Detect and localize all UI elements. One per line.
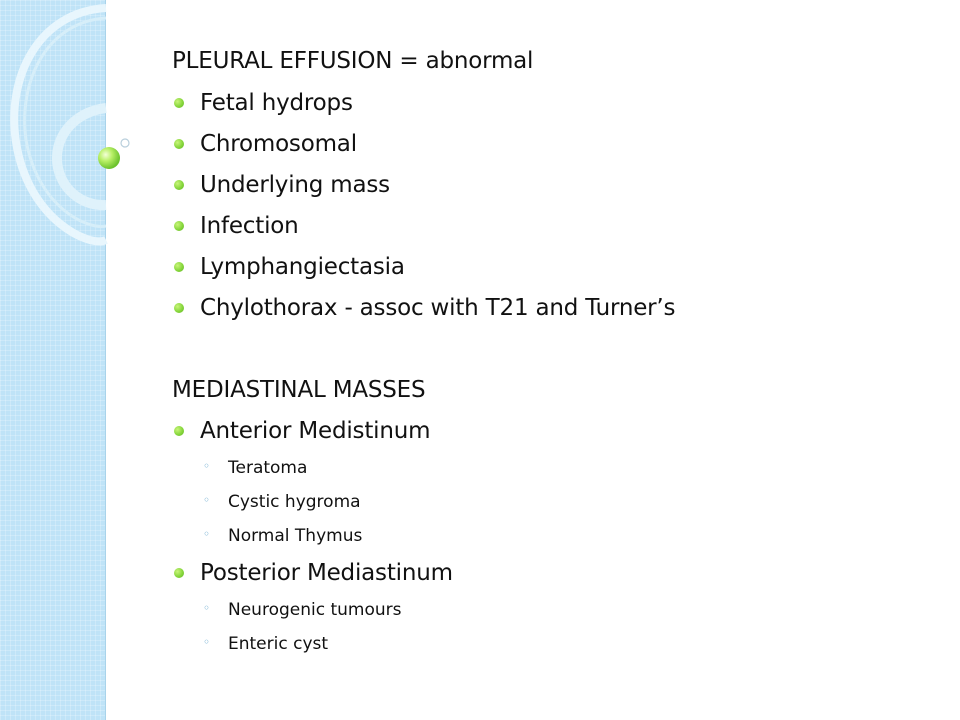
list-item-label: Fetal hydrops bbox=[200, 90, 353, 116]
section-heading-mediastinal-masses: MEDIASTINAL MASSES bbox=[172, 377, 426, 403]
sublist-item-label: Enteric cyst bbox=[228, 634, 329, 654]
list-item-anterior-mediastinum bbox=[172, 416, 932, 446]
hollow-bullet-icon: ◦ bbox=[202, 459, 211, 473]
bullet-dot-icon bbox=[174, 568, 184, 578]
list-item bbox=[172, 88, 932, 118]
list-item bbox=[172, 252, 932, 282]
hollow-bullet-icon: ◦ bbox=[202, 635, 211, 649]
section-heading-pleural-effusion: PLEURAL EFFUSION = abnormal bbox=[172, 48, 534, 74]
bullet-dot-icon bbox=[174, 180, 184, 190]
posterior-mediastinum-sublist bbox=[172, 599, 932, 655]
mediastinal-masses-list bbox=[172, 416, 932, 446]
bullet-dot-icon bbox=[174, 262, 184, 272]
sublist-item-label: Cystic hygroma bbox=[228, 492, 361, 512]
sublist-item bbox=[200, 599, 932, 621]
list-item bbox=[172, 211, 932, 241]
posterior-mediastinum-list bbox=[172, 558, 932, 588]
list-item-label: Anterior Medistinum bbox=[200, 418, 431, 444]
sublist-item bbox=[200, 457, 932, 479]
bullet-dot-icon bbox=[174, 426, 184, 436]
list-item-posterior-mediastinum bbox=[172, 558, 932, 588]
hollow-bullet-icon: ◦ bbox=[202, 493, 211, 507]
bullet-dot-icon bbox=[174, 98, 184, 108]
list-item-label: Chylothorax - assoc with T21 and Turner’s bbox=[200, 295, 676, 321]
sublist-item-label: Neurogenic tumours bbox=[228, 600, 402, 620]
hollow-bullet-icon: ◦ bbox=[202, 601, 211, 615]
sublist-item-label: Normal Thymus bbox=[228, 526, 363, 546]
sublist-item bbox=[200, 525, 932, 547]
sublist-item bbox=[200, 491, 932, 513]
green-orb-icon bbox=[98, 147, 120, 169]
list-item-label: Lymphangiectasia bbox=[200, 254, 405, 280]
decorative-circles-graphic bbox=[0, 0, 140, 720]
small-ring-icon bbox=[121, 139, 129, 147]
slide-content bbox=[172, 46, 932, 666]
sublist-item-label: Teratoma bbox=[228, 458, 308, 478]
list-item-label: Underlying mass bbox=[200, 172, 390, 198]
hollow-bullet-icon: ◦ bbox=[202, 527, 211, 541]
list-item bbox=[172, 129, 932, 159]
bullet-dot-icon bbox=[174, 221, 184, 231]
list-item bbox=[172, 293, 932, 323]
list-item-label: Posterior Mediastinum bbox=[200, 560, 453, 586]
sublist-item bbox=[200, 633, 932, 655]
anterior-mediastinum-sublist bbox=[172, 457, 932, 547]
list-item-label: Infection bbox=[200, 213, 299, 239]
bullet-dot-icon bbox=[174, 139, 184, 149]
list-item-label: Chromosomal bbox=[200, 131, 357, 157]
list-item bbox=[172, 170, 932, 200]
pleural-effusion-list bbox=[172, 88, 932, 323]
bullet-dot-icon bbox=[174, 303, 184, 313]
